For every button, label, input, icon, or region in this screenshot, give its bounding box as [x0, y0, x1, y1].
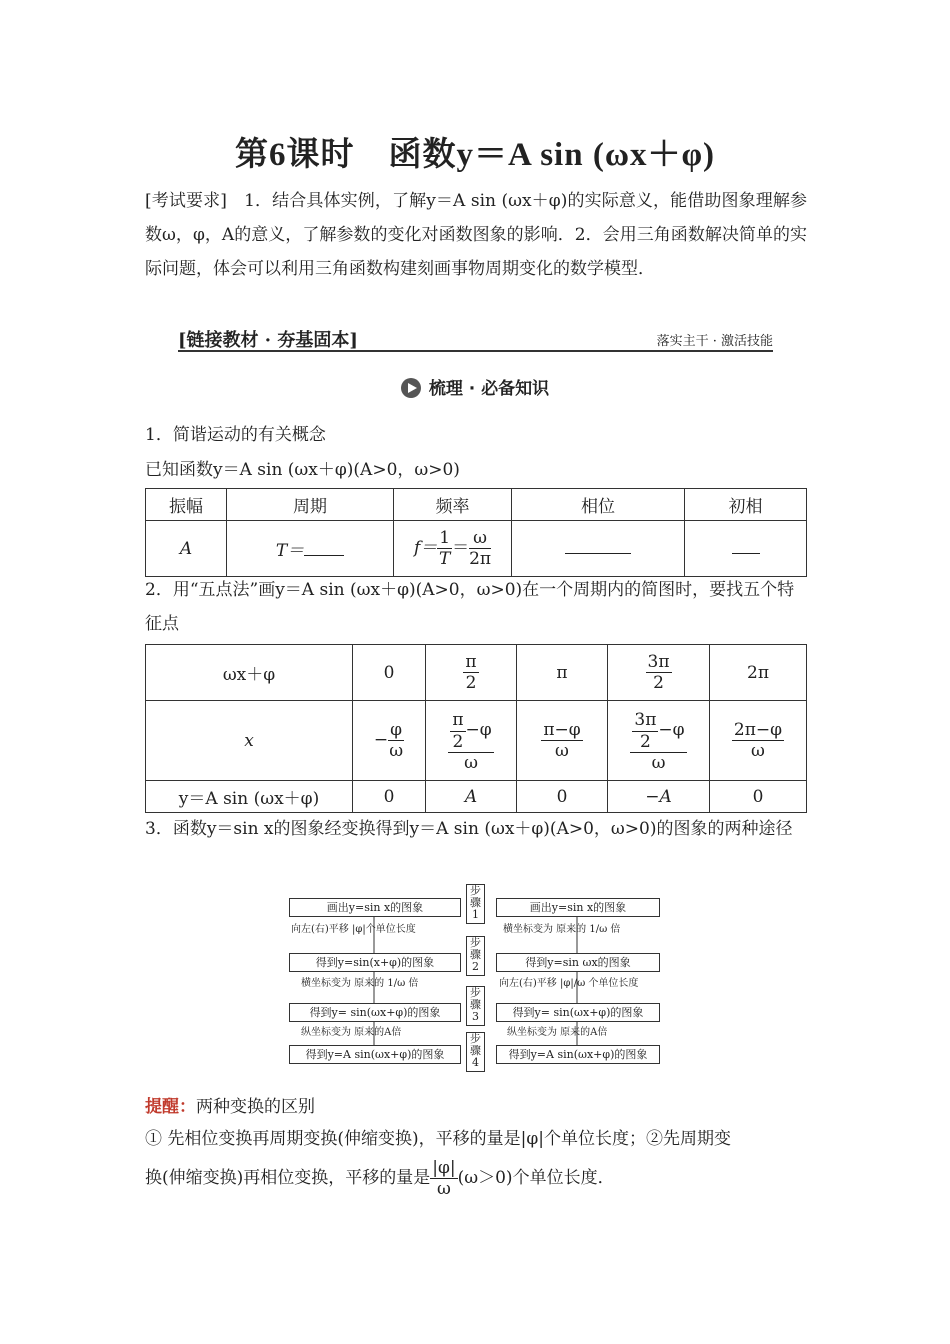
flow-step: 步骤3 [466, 986, 485, 1026]
flow-right-op: 纵坐标变为 原来的A倍 [507, 1027, 608, 1038]
flow-right-box: 画出y=sin x的图象 [496, 898, 660, 917]
subsection-heading [0, 374, 950, 399]
play-icon [401, 378, 421, 398]
row3-label: y＝A sin (ωx＋φ) [146, 781, 353, 813]
reminder-line1: ① 先相位变换再周期变换(伸缩变换)，平移的量是|φ|个单位长度；②先周期变 [145, 1129, 732, 1149]
row2-cell: $\frac{2\pi-\varphi}{\omega}$ [710, 701, 807, 781]
cell-initial-phase [685, 521, 807, 577]
concept-table [145, 488, 807, 577]
reminder-title: 两种变换的区别 [196, 1097, 315, 1117]
row3-cell: −A [608, 781, 710, 813]
row2-label: x [146, 701, 353, 781]
cell-amplitude: A [146, 521, 227, 577]
row3-cell: 0 [517, 781, 608, 813]
cell-phase [512, 521, 685, 577]
flow-left-box: 得到y= sin(ωx+φ)的图象 [289, 1003, 461, 1022]
flow-left-box: 画出y=sin x的图象 [289, 898, 461, 917]
header-amplitude: 振幅 [146, 489, 227, 521]
row1-cell: $\frac{\pi}{2}$ [426, 645, 517, 701]
flow-step: 步骤2 [466, 936, 485, 976]
header-period: 周期 [227, 489, 394, 521]
cell-period: T＝ [227, 521, 394, 577]
item1-intro: 已知函数y＝A sin (ωx＋φ)(A>0，ω>0) [145, 460, 460, 480]
flow-left-box: 得到y=A sin(ωx+φ)的图象 [289, 1045, 461, 1064]
cell-frequency: f＝ $\frac{1}{T}$ ＝ $\frac{\omega}{2\pi}$ [394, 521, 512, 577]
flow-right-box: 得到y=sin ωx的图象 [496, 953, 660, 972]
row1-cell: 2π [710, 645, 807, 701]
row1-cell: $\frac{3\pi}{2}$ [608, 645, 710, 701]
row2-cell: $\frac{\pi}{2}$ −φ ω [426, 701, 517, 781]
flow-right-box: 得到y=A sin(ωx+φ)的图象 [496, 1045, 660, 1064]
period-blank [304, 555, 344, 556]
header-initial-phase: 初相 [685, 489, 807, 521]
exam-requirements [145, 184, 807, 286]
header-frequency: 频率 [394, 489, 512, 521]
flow-step: 步骤1 [466, 884, 485, 924]
item2-text: 2．用“五点法”画y＝A sin (ωx＋φ)(A>0，ω>0)在一个周期内的简图时，要找五个特征点 [145, 580, 795, 634]
phase-blank [565, 553, 631, 554]
flow-right-box: 得到y= sin(ωx+φ)的图象 [496, 1003, 660, 1022]
item3-text: 3．函数y＝sin x的图象经变换得到y＝A sin (ωx＋φ)(A>0，ω>0)的图象的两种途径 [145, 819, 793, 839]
row2-cell: $\frac{\pi-\varphi}{\omega}$ [517, 701, 608, 781]
section-title: [链接教材 · 夯基固本] [178, 330, 358, 351]
subsection-label: 梳理 · 必备知识 [428, 379, 550, 399]
row1-cell: 0 [353, 645, 426, 701]
item1-heading: 1．简谐运动的有关概念 [145, 425, 326, 445]
section-subtitle: 落实主干 · 激活技能 [656, 334, 773, 349]
flow-left-op: 横坐标变为 原来的 1/ω 倍 [301, 978, 419, 989]
initial-phase-blank [732, 553, 760, 554]
flow-left-op: 向左(右)平移 |φ|个单位长度 [291, 924, 416, 935]
requirements-text: 1．结合具体实例，了解y＝A sin (ωx＋φ)的实际意义，能借助图象理解参数ω，φ，A的意义，了解参数的变化对函数图象的影响．2．会用三角函数解决简单的实际问题，体会可以利用三角函数构建刻画事物周期变化的数学模型． [145, 191, 807, 279]
requirements-label: [考试要求] [145, 191, 227, 211]
row2-cell: − $\frac{\varphi}{\omega}$ [353, 701, 426, 781]
row1-label: ωx＋φ [146, 645, 353, 701]
flow-left-op: 纵坐标变为 原来的A倍 [301, 1027, 402, 1038]
header-phase: 相位 [512, 489, 685, 521]
flow-arrows [289, 882, 661, 1074]
section-bar [178, 326, 773, 352]
reminder-line2: 换(伸缩变换)再相位变换，平移的量是 $\frac{|\varphi|}{\omega}$ (ω＞0)个单位长度． [145, 1158, 615, 1199]
five-point-table [145, 644, 807, 813]
row1-cell: π [517, 645, 608, 701]
transformation-flowchart [289, 882, 661, 1074]
flow-right-op: 向左(右)平移 |φ|/ω 个单位长度 [499, 978, 639, 989]
flow-step: 步骤4 [466, 1032, 485, 1072]
flow-right-op: 横坐标变为 原来的 1/ω 倍 [503, 924, 621, 935]
reminder-heading [145, 1092, 315, 1117]
page-title: 第6课时 函数y＝A sin (ωx＋φ) [234, 137, 716, 173]
row3-cell: A [426, 781, 517, 813]
row2-cell: $\frac{3\pi}{2}$ −φ ω [608, 701, 710, 781]
row3-cell: 0 [710, 781, 807, 813]
reminder-label: 提醒： [145, 1097, 196, 1117]
flow-left-box: 得到y=sin(x+φ)的图象 [289, 953, 461, 972]
row3-cell: 0 [353, 781, 426, 813]
